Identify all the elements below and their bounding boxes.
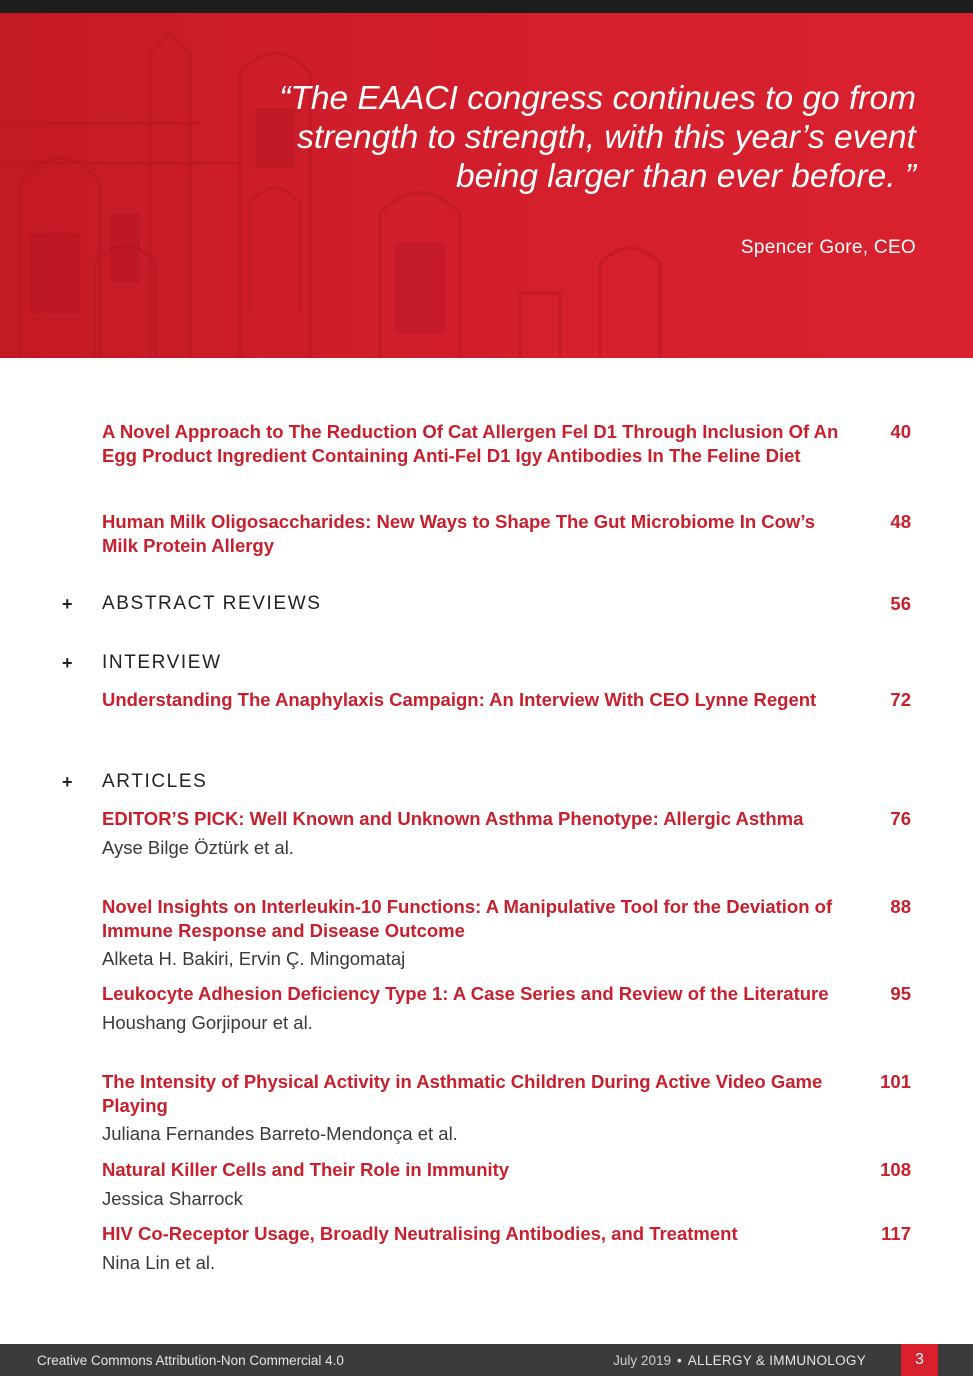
- issue-info: [613, 1353, 866, 1368]
- toc-article-title[interactable]: Leukocyte Adhesion Deficiency Type 1: A Case Series and Review of the Literature: [102, 983, 829, 1004]
- toc-article-author: Houshang Gorjipour et al.: [102, 1011, 313, 1033]
- hero-banner: [0, 13, 973, 358]
- toc-article-title[interactable]: HIV Co-Receptor Usage, Broadly Neutralising Antibodies, and Treatment: [102, 1223, 738, 1244]
- toc-article-page: 88: [890, 896, 911, 917]
- toc-article-page: 76: [890, 808, 911, 829]
- section-page: 56: [890, 593, 911, 614]
- toc-article-page: 101: [880, 1071, 911, 1092]
- issue-date: July 2019: [613, 1353, 671, 1368]
- toc-entry[interactable]: [102, 510, 914, 557]
- toc-entry[interactable]: [102, 688, 914, 712]
- section-heading: INTERVIEW: [102, 652, 222, 673]
- plus-icon: +: [62, 772, 73, 792]
- toc-article-title[interactable]: Novel Insights on Interleukin-10 Functions: A Manipulative Tool for the Deviation of Immune Response and Disease Outcome: [102, 896, 833, 941]
- toc-article-page: 108: [880, 1159, 911, 1180]
- toc-article-author: Ayse Bilge Öztürk et al.: [102, 836, 294, 858]
- toc-article[interactable]: [102, 1222, 914, 1274]
- page-number: 3: [901, 1344, 938, 1376]
- top-bar: [0, 0, 973, 13]
- quote-attribution: Spencer Gore, CEO: [740, 237, 916, 258]
- toc-entry-page: 40: [890, 421, 911, 442]
- separator-dot: •: [676, 1353, 682, 1368]
- toc-article[interactable]: [102, 1070, 914, 1145]
- toc-article[interactable]: [102, 895, 914, 970]
- pull-quote: “The EAACI congress continues to go from strength to strength, with this year’s event being larger than ever before. ”: [279, 80, 916, 195]
- toc-entry-page: 48: [890, 511, 911, 532]
- toc-article-author: Juliana Fernandes Barreto-Mendonça et al.: [102, 1123, 458, 1144]
- license-text: Creative Commons Attribution-Non Commercial 4.0: [37, 1353, 344, 1368]
- toc-article-author: Jessica Sharrock: [102, 1187, 243, 1209]
- journal-name: ALLERGY & IMMUNOLOGY: [687, 1353, 866, 1368]
- toc-article-page: 95: [890, 983, 911, 1004]
- toc-article-author: Alketa H. Bakiri, Ervin Ç. Mingomataj: [102, 948, 406, 969]
- plus-icon: +: [62, 594, 73, 614]
- section-heading: ARTICLES: [102, 771, 208, 792]
- toc-entry-title[interactable]: Human Milk Oligosaccharides: New Ways to Shape The Gut Microbiome In Cow’s Milk Protein Allergy: [102, 511, 816, 556]
- toc-article-author: Nina Lin et al.: [102, 1251, 216, 1273]
- toc-article[interactable]: [102, 807, 914, 859]
- page-footer: [0, 1344, 973, 1376]
- toc-entry[interactable]: [102, 420, 914, 467]
- toc-article[interactable]: [102, 982, 914, 1034]
- toc-article-title[interactable]: Natural Killer Cells and Their Role in Immunity: [102, 1159, 510, 1180]
- toc-article-title[interactable]: EDITOR’S PICK: Well Known and Unknown Asthma Phenotype: Allergic Asthma: [102, 808, 804, 829]
- toc-article[interactable]: [102, 1158, 914, 1210]
- toc-article-page: 117: [881, 1223, 911, 1244]
- toc-entry-page: 72: [890, 689, 911, 710]
- section-heading: ABSTRACT REVIEWS: [102, 593, 322, 614]
- toc-entry-title[interactable]: A Novel Approach to The Reduction Of Cat Allergen Fel D1 Through Inclusion Of An Egg Product Ingredient Containing Anti-Fel D1 Igy Antibodies In The Feline Diet: [102, 421, 839, 466]
- toc-article-title[interactable]: The Intensity of Physical Activity in Asthmatic Children During Active Video Game Playing: [102, 1071, 823, 1116]
- plus-icon: +: [62, 653, 73, 673]
- toc-entry-title[interactable]: Understanding The Anaphylaxis Campaign: An Interview With CEO Lynne Regent: [102, 689, 817, 710]
